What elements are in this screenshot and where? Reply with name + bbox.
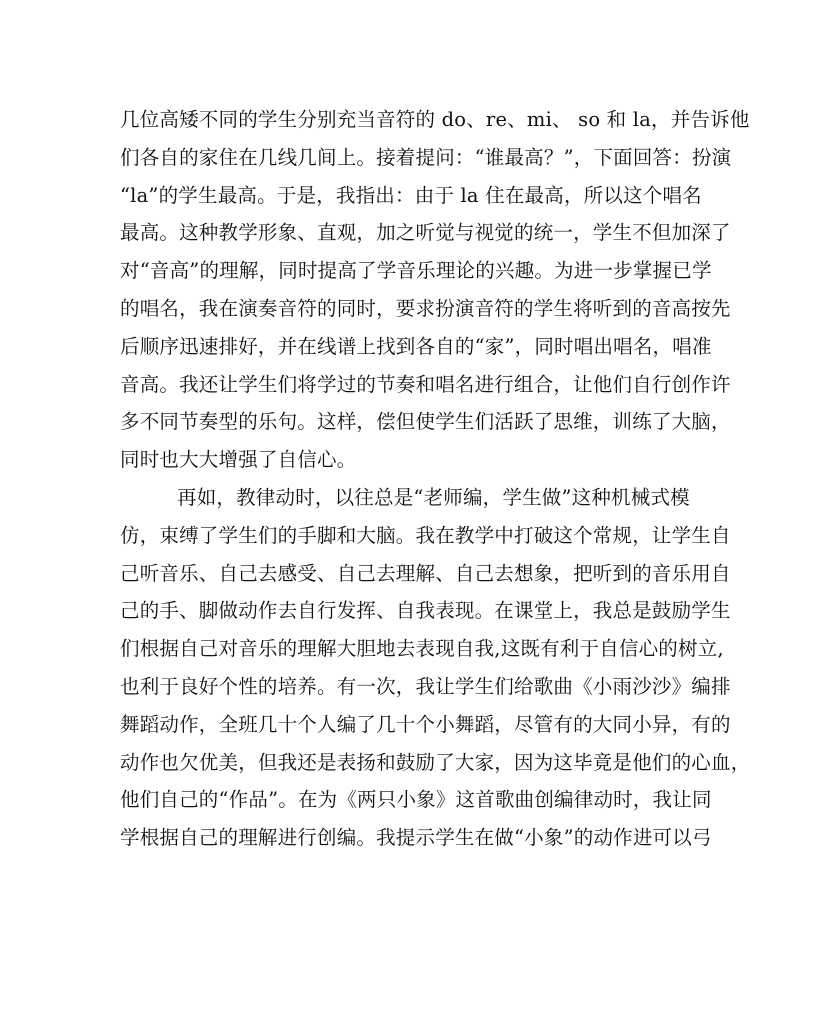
paragraph-2-line-9: 他们自己的“作品”。在为《两只小象》这首歌曲创编律动时，我让同 xyxy=(120,788,712,812)
paragraph-1-line-4: 最高。这种教学形象、直观，加之听觉与视觉的统一，学生不但加深了 xyxy=(120,221,731,245)
paragraph-1-line-9: 多不同节奏型的乐句。这样，偿但使学生们活跃了思维，训练了大脑， xyxy=(120,410,731,434)
paragraph-1-line-10: 同时也大大增强了自信心。 xyxy=(120,448,357,472)
paragraph-1-line-3: “la”的学生最高。于是，我指出：由于 la 住在最高，所以这个唱名 xyxy=(120,183,702,207)
paragraph-2-line-6: 也利于良好个性的培养。有一次，我让学生们给歌曲《小雨沙沙》编排 xyxy=(120,674,731,698)
paragraph-2-line-3: 己听音乐、自己去感受、自己去理解、自己去想象，把听到的音乐用自 xyxy=(120,561,731,585)
paragraph-2-line-4: 己的手、脚做动作去自行发挥、自我表现。在课堂上，我总是鼓励学生 xyxy=(120,599,731,623)
paragraph-1-line-1: 几位高矮不同的学生分别充当音符的 do、re、mi、 so 和 la，并告诉他 xyxy=(120,108,750,131)
paragraph-1-line-5: 对“音高”的理解，同时提高了学音乐理论的兴趣。为进一步掌握已学 xyxy=(120,259,712,283)
paragraph-1-line-6: 的唱名，我在演奏音符的同时，要求扮演音符的学生将听到的音高按先 xyxy=(120,296,731,320)
paragraph-2-line-2: 仿，束缚了学生们的手脚和大脑。我在教学中打破这个常规，让学生自 xyxy=(120,523,731,547)
paragraph-1-line-8: 音高。我还让学生们将学过的节奏和唱名进行组合，让他们自行创作许 xyxy=(120,372,731,396)
paragraph-2-line-7: 舞蹈动作，全班几十个人编了几十个小舞蹈，尽管有的大同小异，有的 xyxy=(120,712,731,736)
document-body xyxy=(120,101,751,857)
paragraph-1-line-2: 们各自的家住在几线几间上。接着提问：“谁最高？”，下面回答：扮演 xyxy=(120,145,732,169)
paragraph-2-line-10: 学根据自己的理解进行创编。我提示学生在做“小象”的动作进可以弓 xyxy=(120,826,712,850)
paragraph-1-line-7: 后顺序迅速排好，并在线谱上找到各自的“家”，同时唱出唱名，唱准 xyxy=(120,334,712,358)
paragraph-2-line-1: 再如，教律动时，以往总是“老师编，学生做”这种机械式模 xyxy=(177,485,690,509)
paragraph-2-line-5: 们根据自己对音乐的理解大胆地去表现自我,这既有利于自信心的树立, xyxy=(120,637,724,661)
paragraph-2-line-8: 动作也欠优美，但我还是表扬和鼓励了大家，因为这毕竟是他们的心血， xyxy=(120,750,751,774)
